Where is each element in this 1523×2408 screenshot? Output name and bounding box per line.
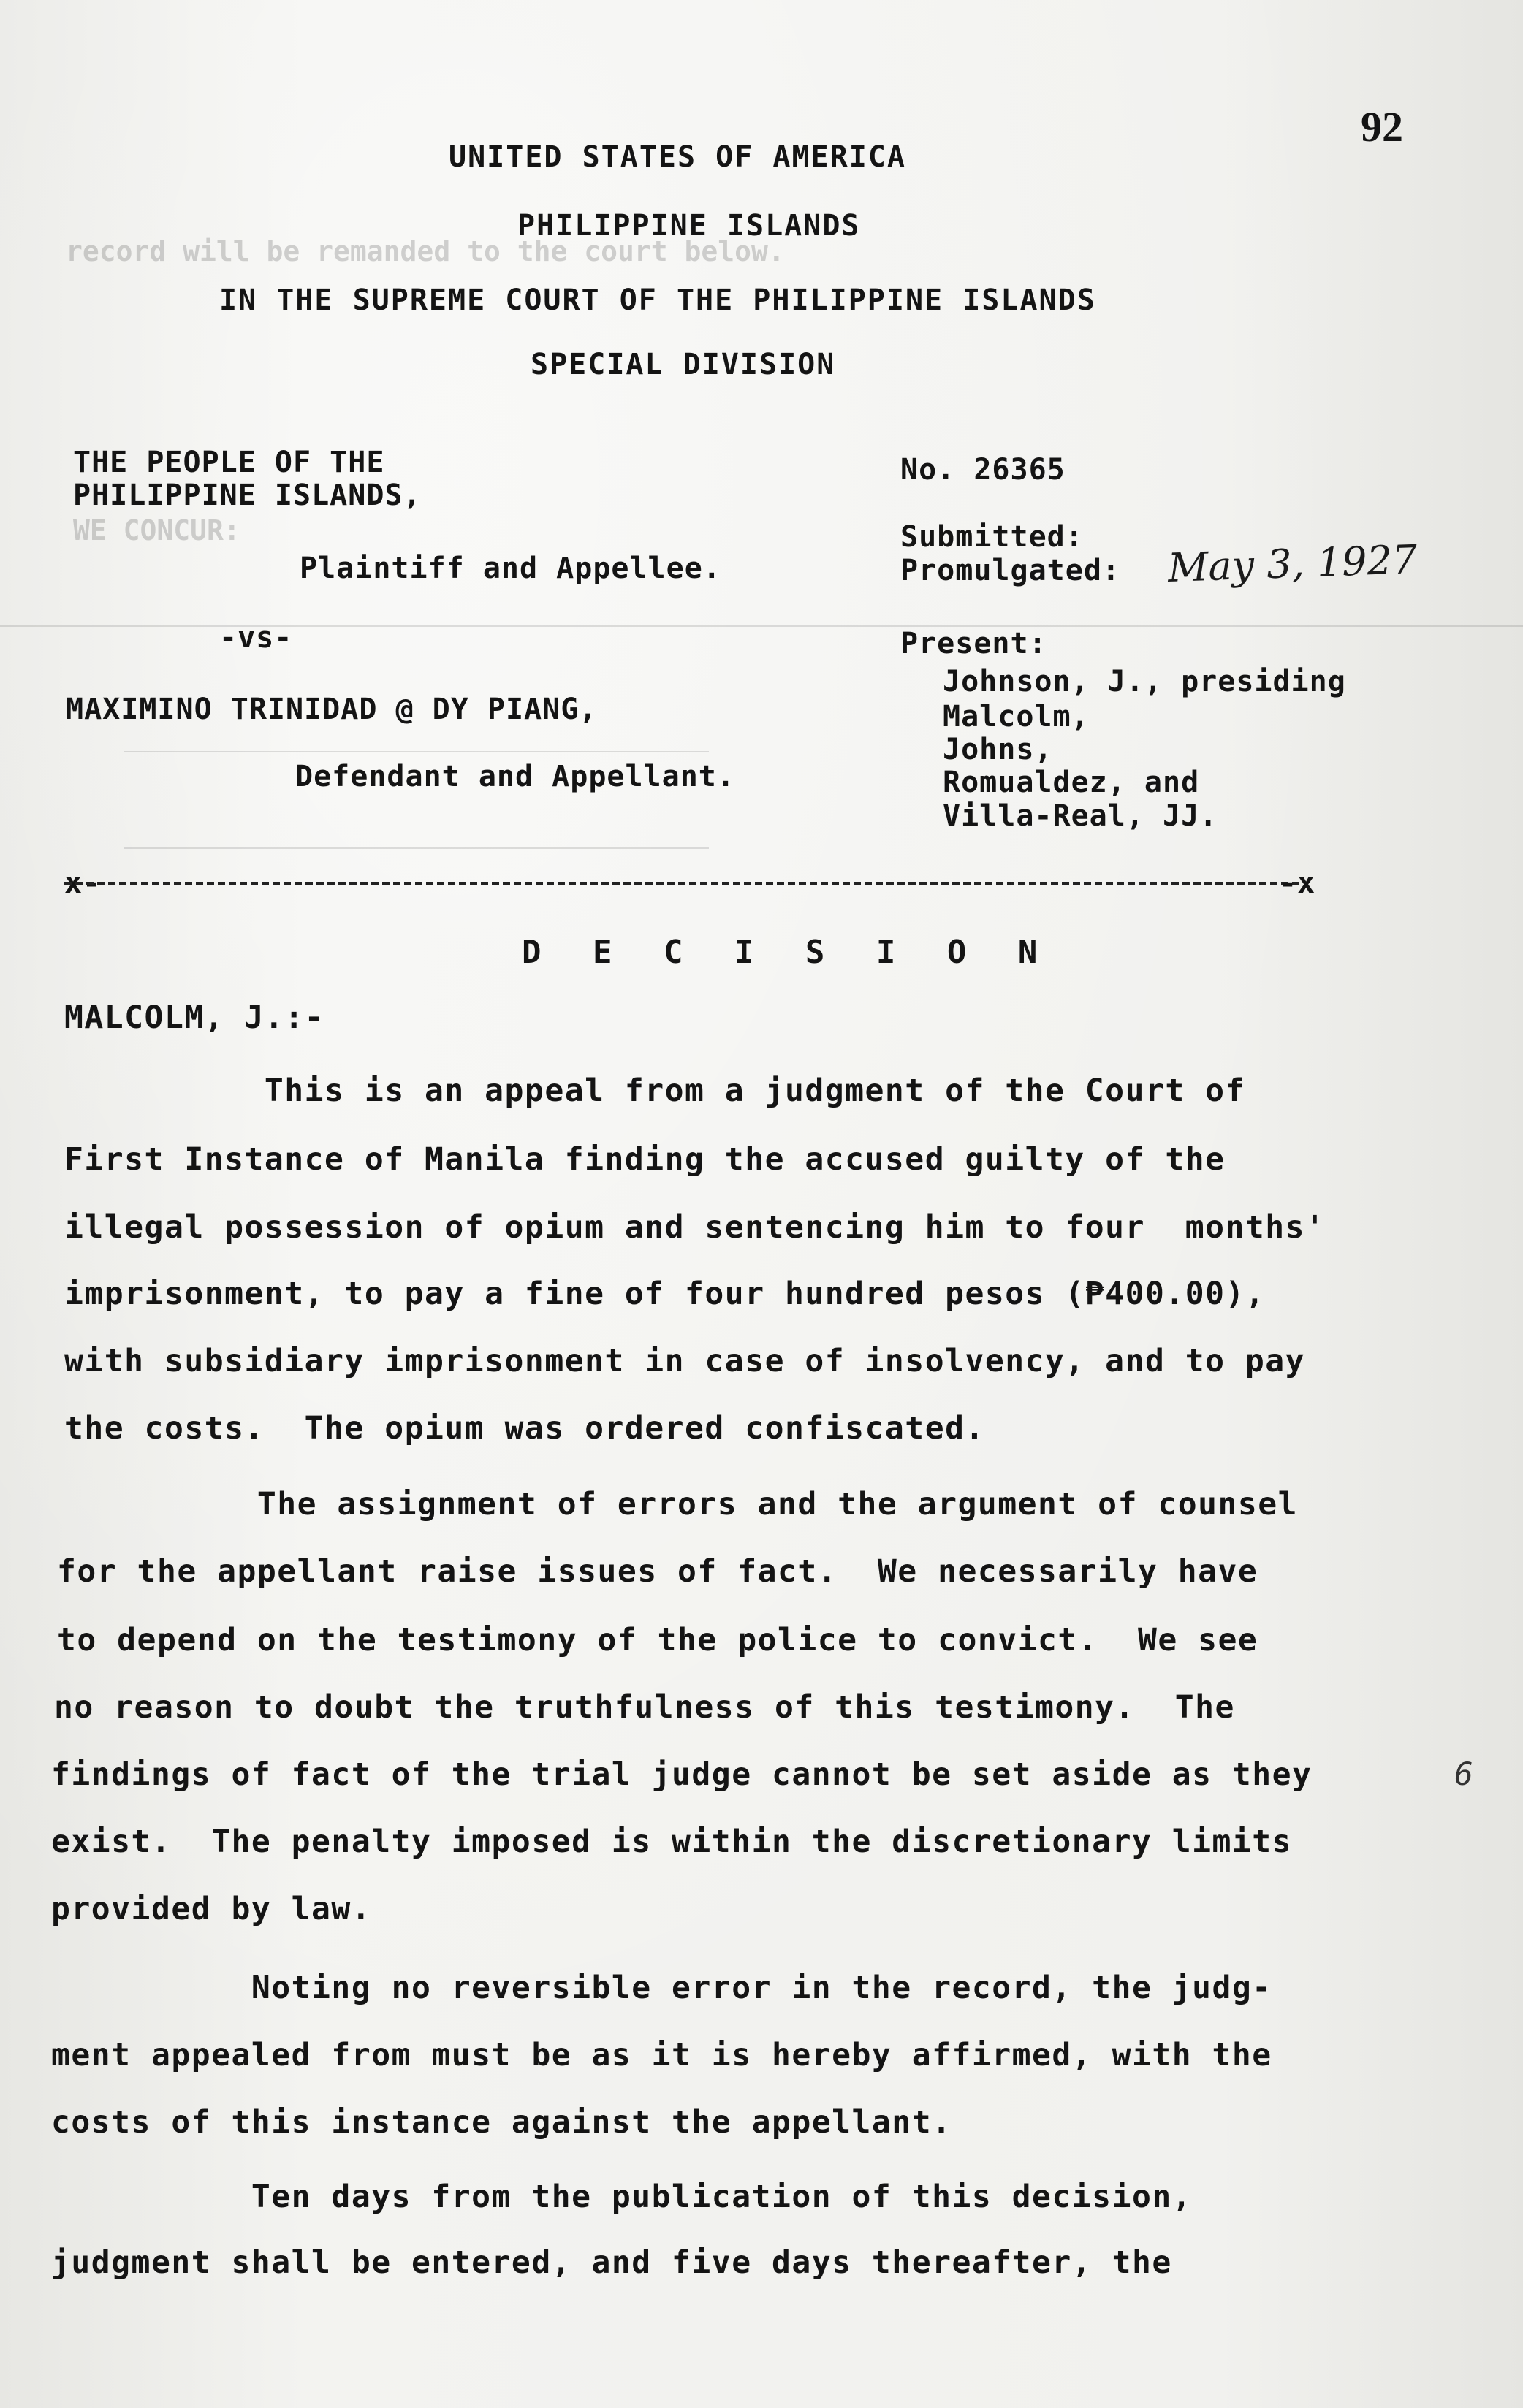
paragraph-line: with subsidiary imprisonment in case of insolvency, and to pay: [64, 1343, 1306, 1379]
justice-villa-real: Villa-Real, JJ.: [943, 799, 1218, 833]
defendant-role: Defendant and Appellant.: [295, 760, 735, 793]
versus: -vs-: [219, 621, 293, 655]
paragraph-line: judgment shall be entered, and five days thereafter, the: [51, 2244, 1172, 2281]
paragraph-line: exist. The penalty imposed is within the discretionary limits: [51, 1824, 1293, 1860]
bleed-through-concur: WE CONCUR:: [73, 514, 240, 546]
header-court: IN THE SUPREME COURT OF THE PHILIPPINE ISLANDS: [219, 283, 1096, 317]
author-line: MALCOLM, J.:-: [64, 999, 325, 1036]
faint-rule: [124, 751, 709, 752]
paragraph-line: the costs. The opium was ordered confiscated.: [64, 1410, 985, 1447]
present-label: Present:: [900, 627, 1047, 660]
faint-rule: [124, 847, 709, 849]
paragraph-line: costs of this instance against the appellant.: [51, 2104, 952, 2141]
promulgated-date-handwritten: May 3, 1927: [1167, 536, 1418, 591]
faint-rule: [0, 625, 1523, 627]
paragraph-line: Noting no reversible error in the record, the judg-: [51, 1970, 1272, 2006]
paragraph-line: The assignment of errors and the argument of counsel: [57, 1486, 1299, 1523]
decision-title: D E C I S I O N: [522, 934, 1054, 971]
header-division: SPECIAL DIVISION: [531, 348, 836, 381]
paragraph-line: Ten days from the publication of this decision,: [51, 2179, 1193, 2215]
plaintiff-name-line1: THE PEOPLE OF THE: [73, 446, 385, 479]
justice-malcolm: Malcolm,: [943, 700, 1090, 734]
plaintiff-name-line2: PHILIPPINE ISLANDS,: [73, 479, 422, 512]
paragraph-line: ment appealed from must be as it is hereby affirmed, with the: [51, 2037, 1272, 2073]
paragraph-line: First Instance of Manila finding the accused guilty of the: [64, 1141, 1226, 1178]
justice-johns: Johns,: [943, 733, 1053, 766]
separator-right: -x: [1279, 866, 1316, 900]
bleed-through-text: record will be remanded to the court below.: [66, 235, 785, 267]
page-number: 92: [1361, 103, 1403, 150]
paragraph-line: imprisonment, to pay a fine of four hundred pesos (₱400.00),: [64, 1276, 1266, 1312]
defendant-name: MAXIMINO TRINIDAD @ DY PIANG,: [66, 693, 598, 726]
paragraph-line: no reason to doubt the truthfulness of this testimony. The: [54, 1689, 1235, 1726]
header-country: UNITED STATES OF AMERICA: [449, 140, 906, 174]
separator-line: [64, 882, 1299, 885]
header-islands: PHILIPPINE ISLANDS: [517, 209, 861, 243]
paragraph-line: illegal possession of opium and sentencing him to four months': [64, 1209, 1326, 1246]
case-number: No. 26365: [900, 453, 1066, 487]
submitted-label: Submitted:: [900, 520, 1084, 554]
paragraph-line: provided by law.: [51, 1891, 372, 1927]
justice-johnson: Johnson, J., presiding: [943, 665, 1346, 698]
paragraph-line: to depend on the testimony of the police to convict. We see: [57, 1622, 1258, 1658]
promulgated-label: Promulgated:: [900, 554, 1120, 587]
margin-mark: 6: [1454, 1756, 1475, 1793]
paragraph-line: for the appellant raise issues of fact. We necessarily have: [57, 1553, 1258, 1590]
paragraph-line: findings of fact of the trial judge cannot be set aside as they: [51, 1756, 1313, 1793]
paragraph-line: This is an appeal from a judgment of the Court of: [64, 1072, 1245, 1109]
separator-left: x-: [64, 866, 102, 900]
plaintiff-role: Plaintiff and Appellee.: [300, 552, 721, 585]
justice-romualdez: Romualdez, and: [943, 766, 1200, 799]
